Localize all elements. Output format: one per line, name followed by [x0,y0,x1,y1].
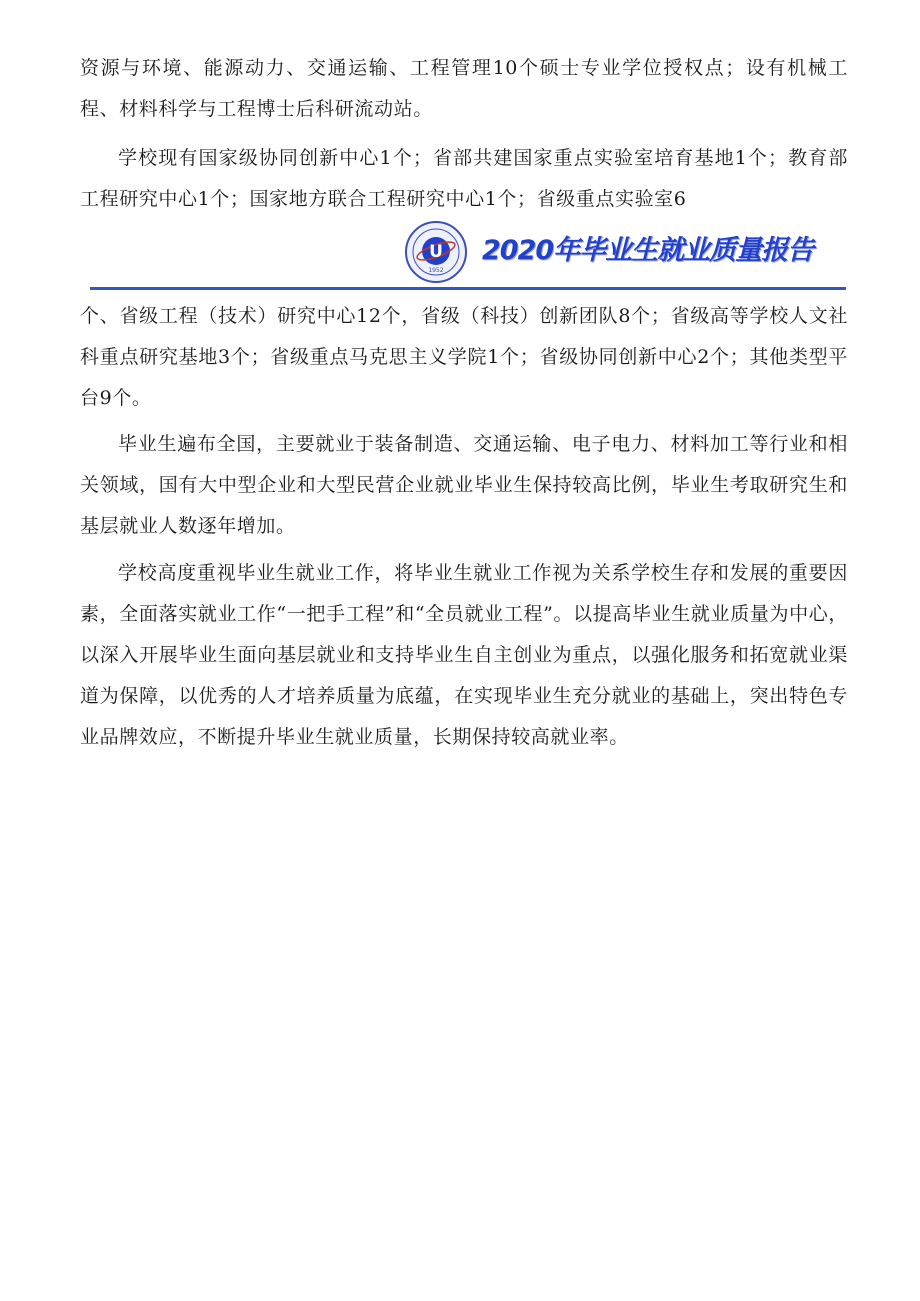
paragraph-degree-programs: 资源与环境、能源动力、交通运输、工程管理10个硕士专业学位授权点；设有机械工程、材料科学与工程博士后科研流动站。 [80,57,848,120]
paragraph-research-platforms-start: 学校现有国家级协同创新中心1个；省部共建国家重点实验室培育基地1个；教育部工程研究中心1个；国家地方联合工程研究中心1个；省级重点实验室6 [80,147,848,210]
report-title: 2020年毕业生就业质量报告 [482,235,814,266]
seal-year: 1952 [428,267,444,274]
paragraph-employment-work: 学校高度重视毕业生就业工作，将毕业生就业工作视为关系学校生存和发展的重要因素，全面落实就业工作“一把手工程”和“全员就业工程”。以提高毕业生就业质量为中心，以深入开展毕业生面向基层就业和支持毕业生自主创业为重点，以强化服务和拓宽就业渠道为保障，以优秀的人才培养质量为底蕴，在实现毕业生充分就业的基础上，突出特色专业品牌效应，不断提升毕业生就业质量，长期保持较高就业率。 [80,562,848,748]
paragraph-graduate-distribution: 毕业生遍布全国，主要就业于装备制造、交通运输、电子电力、材料加工等行业和相关领域，国有大中型企业和大型民营企业就业毕业生保持较高比例，毕业生考取研究生和基层就业人数逐年增加。 [80,433,848,537]
university-seal-icon [404,220,468,284]
seal-letter: U [429,242,443,262]
report-header [90,220,846,292]
paragraph-research-platforms-cont: 个、省级工程（技术）研究中心12个，省级（科技）创新团队8个；省级高等学校人文社科重点研究基地3个；省级重点马克思主义学院1个；省级协同创新中心2个；其他类型平台9个。 [80,305,848,409]
header-divider [90,287,846,290]
